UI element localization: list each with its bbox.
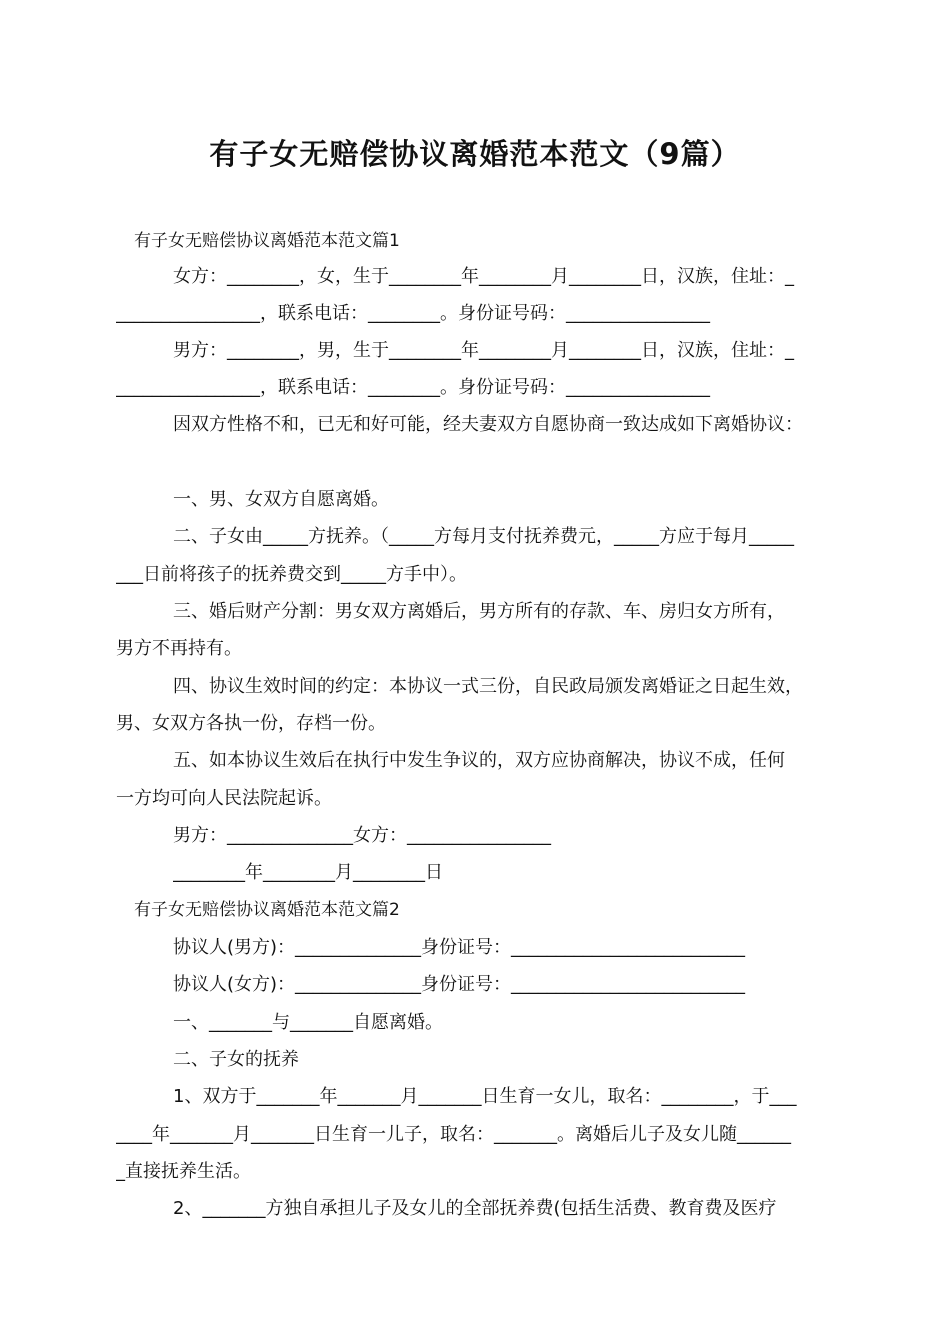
clause-4-line-a: 四、协议生效时间的约定：本协议一式三份，自民政局颁发离婚证之日起生效， xyxy=(173,676,803,697)
child-custody-heading: 二、子女的抚养 xyxy=(173,1049,299,1070)
child-birth-line-a: 1、双方于_______年_______月_______日生育一女儿，取名：________，于___ xyxy=(173,1086,797,1107)
female-party-contact-line: ________________，联系电话：________。身份证号码：________________ xyxy=(116,303,710,324)
section-heading-1: 有子女无赔偿协议离婚范本范文篇1 xyxy=(134,231,400,251)
child-birth-line-c: _直接抚养生活。 xyxy=(116,1161,251,1182)
clause-2-line-a: 二、子女由_____方抚养。（_____方每月支付抚养费元，_____方应于每月_____ xyxy=(173,526,794,547)
clause-4-line-b: 男、女双方各执一份，存档一份。 xyxy=(116,713,386,734)
party-male-line: 协议人(男方)：______________身份证号：__________________________ xyxy=(173,937,746,958)
male-party-contact-line: ________________，联系电话：________。身份证号码：________________ xyxy=(116,377,710,398)
agreement-intro-line: 因双方性格不和，已无和好可能，经夫妻双方自愿协商一致达成如下离婚协议： xyxy=(173,414,803,435)
clause-3-line-a: 三、婚后财产分割：男女双方离婚后，男方所有的存款、车、房归女方所有， xyxy=(173,601,785,622)
document-title: 有子女无赔偿协议离婚范本范文（9篇） xyxy=(209,137,741,171)
clause-5-line-a: 五、如本协议生效后在执行中发生争议的，双方应协商解决，协议不成，任何 xyxy=(173,750,785,771)
child-birth-line-b: ____年_______月_______日生育一儿子，取名：_______。离婚后儿子及女儿随______ xyxy=(116,1124,791,1145)
signature-line: 男方：______________女方：________________ xyxy=(173,825,551,846)
party-female-line: 协议人(女方)：______________身份证号：__________________________ xyxy=(173,974,746,995)
divorce-consent-line: 一、_______与_______自愿离婚。 xyxy=(173,1012,443,1033)
section-heading-2: 有子女无赔偿协议离婚范本范文篇2 xyxy=(134,900,400,920)
clause-2-line-b: ___日前将孩子的抚养费交到_____方手中）。 xyxy=(116,564,467,585)
male-party-line: 男方：________，男，生于________年________月________日，汉族，住址：_ xyxy=(173,340,794,361)
clause-5-line-b: 一方均可向人民法院起诉。 xyxy=(116,788,332,809)
clause-1-line: 一、男、女双方自愿离婚。 xyxy=(173,489,389,510)
support-cost-line: 2、_______方独自承担儿子及女儿的全部抚养费(包括生活费、教育费及医疗 xyxy=(173,1198,777,1219)
clause-3-line-b: 男方不再持有。 xyxy=(116,638,242,659)
date-line: ________年________月________日 xyxy=(173,862,443,883)
female-party-line: 女方：________，女，生于________年________月________日，汉族，住址：_ xyxy=(173,266,794,287)
